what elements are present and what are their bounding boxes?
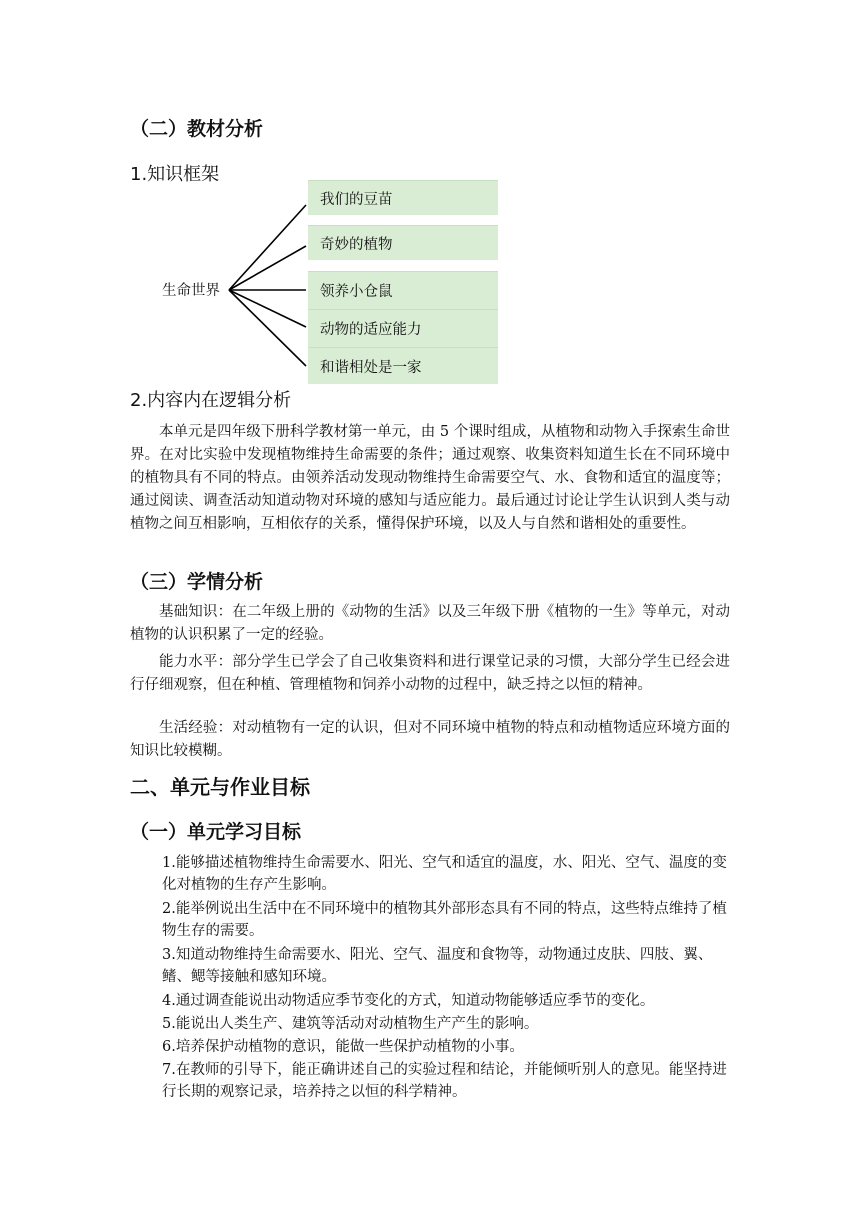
goal-item-4 <box>130 990 736 1012</box>
learning-experience: 生活经验：对动植物有一定的认识，但对不同环境中植物的特点和动植物适应环境方面的知识比较模糊。 <box>130 720 730 759</box>
goal-text-3: 3.知道动物维持生命需要水、阳光、空气、温度和食物等，动物通过皮肤、四肢、翼、鳍、鳃等接触和感知环境。 <box>162 947 713 985</box>
section-title-study-goals: （一）单元学习目标 <box>130 821 302 843</box>
learning-basic: 基础知识：在二年级上册的《动物的生活》以及三年级下册《植物的一生》等单元，对动植物的认识积累了一定的经验。 <box>130 604 730 643</box>
goal-text-7: 7.在教师的引导下，能正确讲述自己的实验过程和结论，并能倾听别人的意见。能坚持进行长期的观察记录，培养持之以恒的科学精神。 <box>162 1062 727 1100</box>
framework-title: 1.知识框架 <box>130 164 220 185</box>
framework-item-3: 领养小仓鼠 <box>308 271 498 309</box>
framework-root: 生命世界 <box>162 283 220 299</box>
framework-item-4: 动物的适应能力 <box>308 309 498 347</box>
logic-title: 2.内容内在逻辑分析 <box>130 390 292 411</box>
connector-line-1 <box>229 205 306 290</box>
framework-item-2: 奇妙的植物 <box>308 225 498 260</box>
section-title-unit-goals: 二、单元与作业目标 <box>130 775 310 799</box>
section-title-materials: （二）教材分析 <box>130 118 264 140</box>
goal-text-5: 5.能说出人类生产、建筑等活动对动植物生产产生的影响。 <box>162 1016 539 1032</box>
goal-item-2 <box>130 898 736 942</box>
framework-item-1: 我们的豆苗 <box>308 180 498 215</box>
goal-item-6 <box>130 1036 736 1058</box>
goal-text-2: 2.能举例说出生活中在不同环境中的植物其外部形态具有不同的特点，这些特点维持了植物生存的需要。 <box>162 901 727 939</box>
connector-line-2 <box>229 246 306 290</box>
connector-line-4 <box>229 290 306 327</box>
goal-item-7 <box>130 1059 736 1103</box>
goal-text-6: 6.培养保护动植物的意识，能做一些保护动植物的小事。 <box>162 1039 524 1055</box>
goal-text-1: 1.能够描述植物维持生命需要水、阳光、空气和适宜的温度，水、阳光、空气、温度的变化对植物的生存产生影响。 <box>162 855 727 893</box>
goal-item-3 <box>130 944 736 988</box>
goal-item-1 <box>130 852 736 896</box>
framework-item-5: 和谐相处是一家 <box>308 347 498 384</box>
goal-item-5 <box>130 1013 736 1035</box>
learning-ability: 能力水平：部分学生已学会了自己收集资料和进行课堂记录的习惯，大部分学生已经会进行仔细观察，但在种植、管理植物和饲养小动物的过程中，缺乏持之以恒的精神。 <box>130 654 730 693</box>
section-title-learning: （三）学情分析 <box>130 571 264 593</box>
logic-paragraph: 本单元是四年级下册科学教材第一单元，由 5 个课时组成，从植物和动物入手探索生命世界。在对比实验中发现植物维持生命需要的条件；通过观察、收集资料知道生长在不同环境中的植物具有不同的特点。由领养活动发现动物维持生命需要空气、水、食物和适宜的温度等；通过阅读、调查活动知道动物对环境的感知与适应能力。最后通过讨论让学生认识到人类与动植物之间互相影响，互相依存的关系，懂得保护环境，以及人与自然和谐相处的重要性。 <box>130 424 730 532</box>
goal-text-4: 4.通过调查能说出动物适应季节变化的方式，知道动物能够适应季节的变化。 <box>162 993 655 1009</box>
connector-line-5 <box>229 290 306 366</box>
